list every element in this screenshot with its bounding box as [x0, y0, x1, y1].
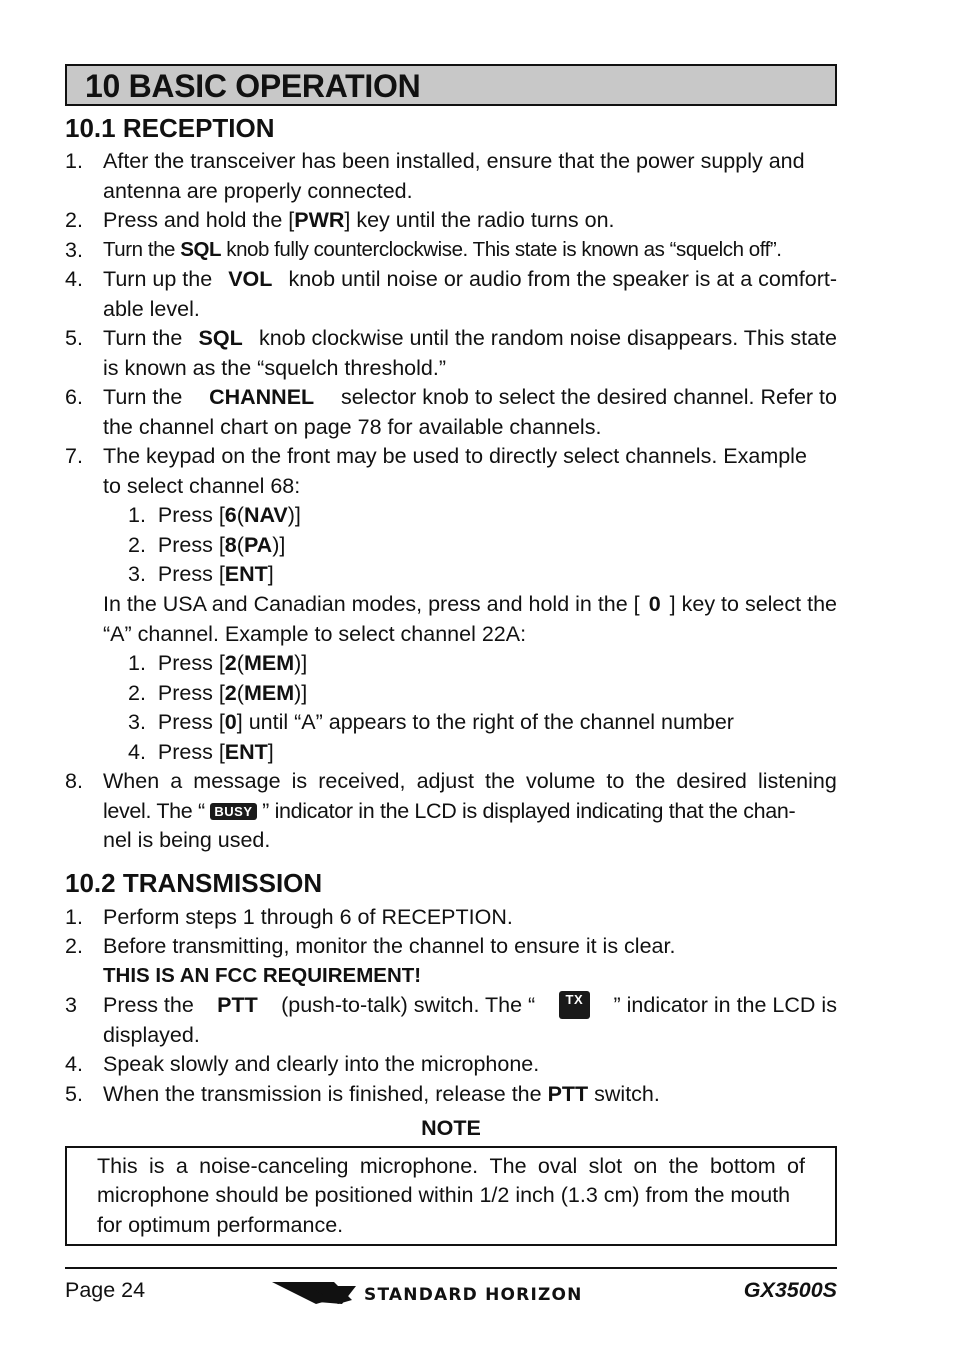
item-4-line-1 [103, 265, 837, 293]
item-7-line-2: to select channel 68: [103, 474, 301, 498]
text-run: Press and hold the [ [103, 208, 295, 232]
item-5-line-2: is known as the “squelch threshold.” [103, 356, 446, 380]
text-run: Press [ [157, 710, 225, 734]
word: to [606, 769, 625, 793]
text-run: )] [287, 503, 301, 527]
text-run: ( [236, 681, 244, 705]
tx-indicator-icon: TX [559, 991, 591, 1019]
sub-step-number: 4. [128, 740, 146, 764]
standard-horizon-logo-icon [272, 1280, 632, 1306]
word: is [148, 1154, 165, 1178]
word: the [635, 769, 666, 793]
key: 2 [224, 681, 237, 705]
sub-step-number: 3. [128, 562, 146, 586]
text-run: (push-to-talk) switch. The “ [275, 993, 542, 1017]
knob-vol: VOL [228, 267, 273, 291]
knob-sql: SQL [180, 238, 222, 261]
item-number: 2. [65, 208, 83, 232]
word: This [97, 1154, 138, 1178]
tx-item-5 [103, 1080, 660, 1108]
item-2-text [103, 206, 615, 234]
sub-step [128, 531, 285, 559]
item-8-line-2 [103, 797, 795, 825]
text-run: ] key to select the [669, 592, 837, 616]
text-run: Press [ [157, 562, 225, 586]
note-line-2: microphone should be positioned within 1/2 inch (1.3 cm) from the mouth [97, 1183, 791, 1207]
sub-step [128, 560, 274, 588]
sub-step-number: 3. [128, 710, 146, 734]
word: of [787, 1154, 805, 1178]
page-number: Page 24 [65, 1278, 146, 1302]
item-number: 8. [65, 769, 83, 793]
item-4-line-2: able level. [103, 297, 200, 321]
word: is [291, 769, 308, 793]
note-line-1 [97, 1152, 805, 1180]
word: The [489, 1154, 527, 1178]
item-number: 5. [65, 1082, 83, 1106]
key: PA [243, 533, 273, 557]
item-number: 7. [65, 444, 83, 468]
word: received, [318, 769, 406, 793]
text-run: knob fully counterclockwise. This state is known as “squelch off”. [221, 238, 782, 261]
item-1-line-1: After the transceiver has been installed, ensure that the power supply and [103, 149, 805, 173]
key: MEM [243, 681, 295, 705]
word: message [193, 769, 281, 793]
item-7-paragraph-line-2: “A” channel. Example to select channel 22A: [103, 622, 527, 646]
brand-name: STANDARD HORIZON [364, 1285, 583, 1305]
item-number: 1. [65, 905, 83, 929]
text-run: Turn the [103, 385, 189, 409]
item-6-line-1 [103, 383, 837, 411]
key-pwr: PWR [294, 208, 345, 232]
sub-step [128, 649, 307, 677]
switch-ptt: PTT [217, 993, 258, 1017]
footer-rule [65, 1267, 837, 1269]
word: microphone. [359, 1154, 479, 1178]
tx-item-4: Speak slowly and clearly into the microphone. [103, 1052, 540, 1076]
text-run: In the USA and Canadian modes, press and hold in the [ [103, 592, 640, 616]
sub-step-number: 2. [128, 533, 146, 557]
sub-step [128, 501, 301, 529]
text-run: ] until “A” appears to the right of the channel number [236, 710, 734, 734]
text-run: Press [ [157, 533, 225, 557]
sub-step [128, 708, 734, 736]
text-run: Turn the [103, 238, 181, 261]
item-number: 4. [65, 1052, 83, 1076]
text-run: selector knob to select the desired channel. Refer to [335, 385, 837, 409]
word: noise-canceling [199, 1154, 349, 1178]
text-run: ] [267, 562, 274, 586]
text-run: Press the [103, 993, 200, 1017]
item-6-line-2: the channel chart on page 78 for available channels. [103, 415, 602, 439]
fcc-requirement: THIS IS AN FCC REQUIREMENT! [103, 964, 422, 987]
chapter-title: 10 BASIC OPERATION [85, 68, 421, 104]
key: 8 [224, 533, 237, 557]
text-run: )] [294, 651, 308, 675]
text-run: knob until noise or audio from the speaker is at a comfort- [282, 267, 837, 291]
key: 2 [224, 651, 237, 675]
text-run: switch. [588, 1082, 660, 1106]
text-run: level. The “ [103, 799, 211, 823]
text-run: ] [267, 740, 274, 764]
section-heading-reception: 10.1 RECEPTION [65, 113, 275, 143]
word: volume [525, 769, 596, 793]
sub-step [128, 679, 307, 707]
word: the [485, 769, 515, 793]
note-line-3: for optimum performance. [97, 1213, 344, 1237]
word: a [175, 1154, 188, 1178]
sub-step [128, 738, 274, 766]
model-name: GX3500S [743, 1278, 837, 1302]
key: MEM [243, 651, 295, 675]
text-run: ” indicator in the LCD is [607, 993, 837, 1017]
tx-item-3-line-2: displayed. [103, 1023, 200, 1047]
text-run: ( [236, 503, 244, 527]
knob-channel: CHANNEL [209, 385, 315, 409]
switch-ptt: PTT [547, 1082, 589, 1106]
text-run: Press [ [157, 503, 225, 527]
text-run: ( [236, 533, 244, 557]
word: adjust [416, 769, 474, 793]
text-run: Press [ [157, 740, 225, 764]
text-run: When the transmission is finished, release the [103, 1082, 548, 1106]
word: a [170, 769, 183, 793]
item-1-line-2: antenna are properly connected. [103, 179, 413, 203]
busy-indicator-icon: BUSY [210, 803, 256, 820]
sub-step-number: 1. [128, 503, 146, 527]
sub-step-number: 1. [128, 651, 146, 675]
text-run: Turn the [103, 326, 189, 350]
item-8-line-1 [103, 767, 837, 795]
item-3-text [103, 236, 781, 264]
note-title: NOTE [421, 1116, 481, 1140]
key: 6 [224, 503, 237, 527]
word: oval [537, 1154, 578, 1178]
key: 0 [224, 710, 237, 734]
text-run: ” indicator in the LCD is displayed indicating that the chan- [256, 799, 796, 823]
standard-horizon-logo [272, 1280, 632, 1311]
text-run: ] key until the radio turns on. [344, 208, 615, 232]
tx-item-2: Before transmitting, monitor the channel to ensure it is clear. [103, 934, 676, 958]
text-run: Turn up the [103, 267, 219, 291]
item-8-line-3: nel is being used. [103, 828, 271, 852]
tx-item-1: Perform steps 1 through 6 of RECEPTION. [103, 905, 513, 929]
text-run: Press [ [157, 681, 225, 705]
item-number: 4. [65, 267, 83, 291]
word: desired [676, 769, 747, 793]
word: on [633, 1154, 658, 1178]
word: listening [757, 769, 837, 793]
item-5-line-1 [103, 324, 837, 352]
knob-sql: SQL [198, 326, 243, 350]
word: When [103, 769, 160, 793]
sub-step-number: 2. [128, 681, 146, 705]
tx-item-3-line-1 [103, 991, 837, 1019]
text-run: ( [236, 651, 244, 675]
text-run: )] [272, 533, 286, 557]
item-number: 3. [65, 238, 83, 262]
key: 0 [648, 592, 661, 616]
note-box [65, 1146, 837, 1246]
word: the [668, 1154, 699, 1178]
text-run: )] [294, 681, 308, 705]
word: slot [588, 1154, 623, 1178]
text-run: Press [ [157, 651, 225, 675]
item-7-line-1: The keypad on the front may be used to directly select channels. Example [103, 444, 807, 468]
item-7-paragraph-line-1 [103, 590, 837, 618]
item-number: 5. [65, 326, 83, 350]
item-number: 2. [65, 934, 83, 958]
text-run: knob clockwise until the random noise disappears. This state [252, 326, 837, 350]
item-number: 1. [65, 149, 83, 173]
key: ENT [224, 740, 268, 764]
word: bottom [709, 1154, 776, 1178]
key: ENT [224, 562, 268, 586]
item-number: 3 [65, 993, 77, 1017]
key: NAV [243, 503, 288, 527]
section-heading-transmission: 10.2 TRANSMISSION [65, 868, 323, 898]
item-number: 6. [65, 385, 83, 409]
chapter-title-bar [65, 64, 837, 106]
